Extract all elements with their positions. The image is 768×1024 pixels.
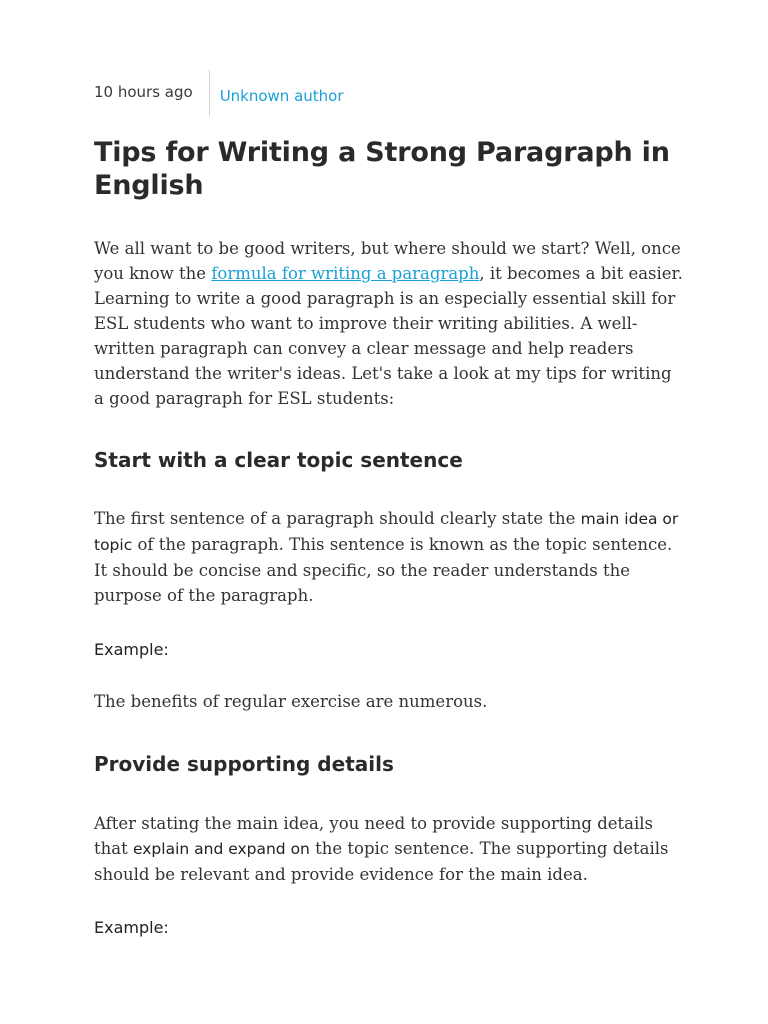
example-label: Example: <box>94 640 169 659</box>
article-meta <box>94 70 684 116</box>
section-paragraph-topic-sentence <box>94 506 684 608</box>
article-title: Tips for Writing a Strong Paragraph in English <box>94 137 670 201</box>
article <box>94 70 684 937</box>
section-text-start: The first sentence of a paragraph should clearly state the <box>94 509 581 528</box>
intro-text-start: We all want to be good writers, but where should we start? Well, once you know the <box>94 239 681 283</box>
intro-text-end: , it becomes a bit easier. Learning to write a good paragraph is an especially essential skill for ESL students who want to improve their writing abilities. A well-written paragraph can convey a clear message and help readers understand the writer's ideas. Let's take a look at my tips for writing a good paragraph for ESL students: <box>94 264 683 408</box>
section-text-end: of the paragraph. This sentence is known as the topic sentence. It should be concise and specific, so the reader understands the purpose of the paragraph. <box>94 535 673 605</box>
formula-link[interactable]: formula for writing a paragraph <box>211 264 480 283</box>
post-time: 10 hours ago <box>94 83 193 101</box>
section-text-end: the topic sentence. The supporting details should be relevant and provide evidence for the main idea. <box>94 839 669 884</box>
section-text-start: After stating the main idea, you need to provide supporting details that <box>94 814 654 858</box>
section-heading-topic-sentence: Start with a clear topic sentence <box>94 448 463 472</box>
intro-paragraph <box>94 236 684 411</box>
emphasized-phrase: explain and expand on <box>132 840 310 858</box>
example-text: The benefits of regular exercise are numerous. <box>94 692 488 711</box>
emphasized-phrase: main idea or topic <box>94 510 679 554</box>
section-paragraph-supporting-details <box>94 811 684 887</box>
example-label: Example: <box>94 918 169 937</box>
section-heading-supporting-details: Provide supporting details <box>94 752 394 776</box>
author-link[interactable]: Unknown author <box>219 87 344 105</box>
